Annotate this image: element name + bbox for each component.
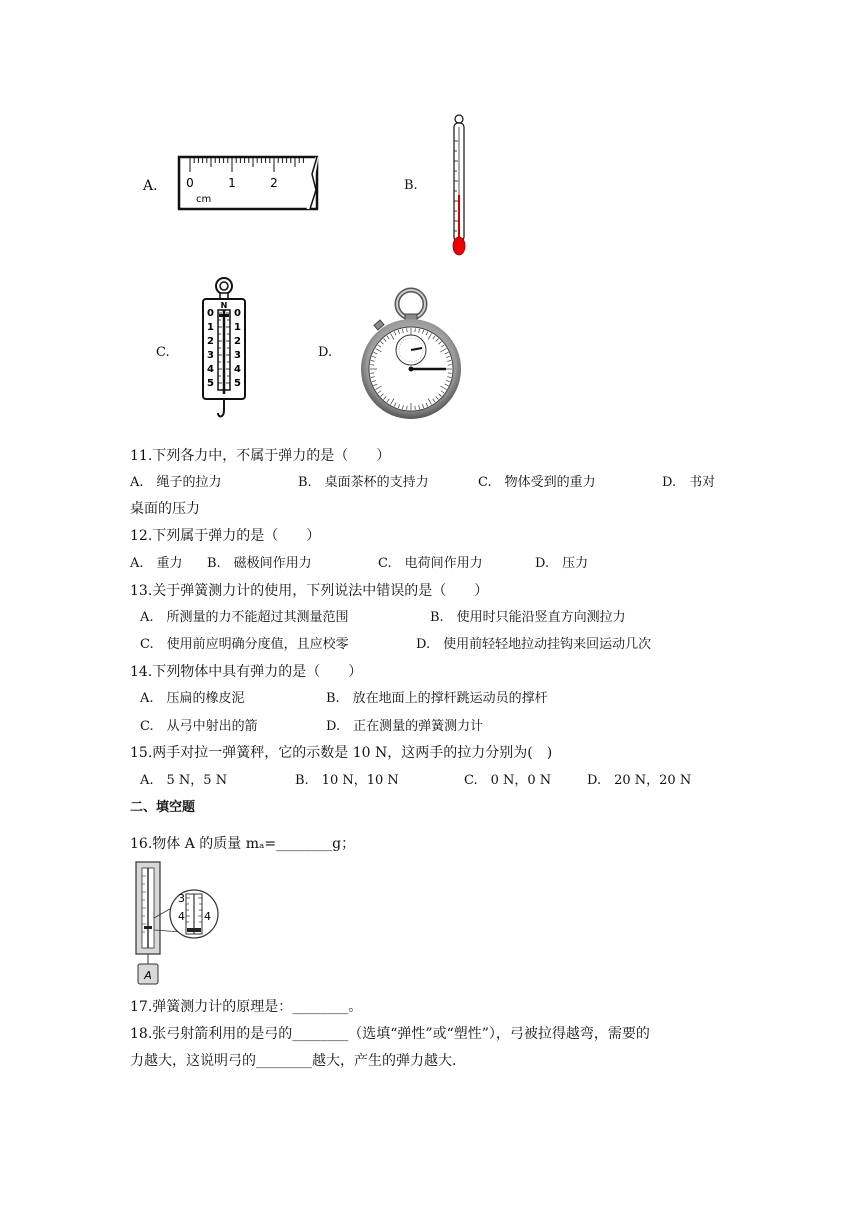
q15-option-a: A. 5 N，5 N	[140, 773, 228, 788]
q12-option-b: B. 磁极间作用力	[207, 556, 312, 571]
q13-option-a: A. 所测量的力不能超过其测量范围	[140, 610, 349, 625]
scale-left-tick-1: 1	[207, 322, 214, 333]
q11-option-b: B. 桌面茶杯的支持力	[298, 475, 429, 490]
option-c-label: C.	[156, 345, 170, 360]
q14-option-a: A. 压扁的橡皮泥	[140, 691, 245, 706]
q11-option-a: A. 绳子的拉力	[130, 475, 222, 490]
q14-option-b: B. 放在地面上的撑杆跳运动员的撑杆	[326, 691, 548, 706]
scale-right-tick-2: 2	[234, 336, 241, 347]
scale-left-tick-4: 4	[207, 364, 214, 375]
q16-block-label: A	[144, 969, 152, 982]
q13-option-b: B. 使用时只能沿竖直方向测拉力	[430, 610, 626, 625]
q14-stem: 14.下列物体中具有弹力的是（ ）	[130, 664, 363, 680]
q18-line-1: 18.张弓射箭利用的是弓的________（选填“弹性”或“塑性”），弓被拉得越弯，需要的	[130, 1026, 650, 1042]
q18-line-2: 力越大，这说明弓的________越大，产生的弹力越大.	[130, 1053, 457, 1069]
q13-stem: 13.关于弹簧测力计的使用，下列说法中错误的是（ ）	[130, 583, 489, 599]
q12-stem: 12.下列属于弹力的是（ ）	[130, 528, 321, 544]
ruler-unit: cm	[196, 194, 212, 205]
spring-scale-figure	[198, 276, 250, 422]
option-a-label: A.	[143, 178, 158, 194]
ruler-tick-1: 1	[228, 176, 236, 190]
scale-right-tick-3: 3	[234, 350, 241, 361]
q13-option-c: C. 使用前应明确分度值，且应校零	[140, 637, 349, 652]
q11-continuation: 桌面的压力	[130, 501, 200, 517]
ruler-tick-0: 0	[186, 176, 194, 190]
q12-option-a: A. 重力	[130, 556, 183, 571]
ruler-tick-2: 2	[270, 176, 278, 190]
stopwatch-figure	[358, 284, 464, 420]
q16-mark-4-right: 4	[204, 910, 211, 923]
option-b-label: B.	[404, 178, 418, 193]
q12-option-c: C. 电荷间作用力	[378, 556, 483, 571]
ruler-figure	[176, 154, 320, 212]
q16-mark-3: 3	[178, 892, 185, 905]
q11-option-d: D. 书对	[662, 475, 716, 490]
q11-option-c: C. 物体受到的重力	[478, 475, 596, 490]
option-d-label: D.	[318, 345, 333, 360]
q17-text: 17.弹簧测力计的原理是：________。	[130, 999, 363, 1015]
scale-left-tick-2: 2	[207, 336, 214, 347]
q11-stem: 11.下列各力中，不属于弹力的是（ ）	[130, 448, 391, 464]
scale-left-tick-3: 3	[207, 350, 214, 361]
thermometer-figure	[446, 111, 472, 257]
q15-stem: 15.两手对拉一弹簧秤，它的示数是 10 N，这两手的拉力分别为( )	[130, 745, 553, 761]
q16-spring-scale-figure	[134, 860, 224, 986]
scale-right-tick-5: 5	[234, 378, 241, 389]
q15-option-c: C. 0 N，0 N	[464, 773, 552, 788]
q13-option-d: D. 使用前轻轻地拉动挂钩来回运动几次	[416, 637, 652, 652]
q16-mark-4-left: 4	[178, 910, 185, 923]
spring-scale-unit: N	[220, 301, 228, 310]
q15-option-d: D. 20 N，20 N	[587, 773, 692, 788]
q14-option-d: D. 正在测量的弹簧测力计	[326, 719, 484, 734]
scale-right-tick-0: 0	[234, 308, 241, 319]
q16-text: 16.物体 A 的质量 mₐ=________g；	[130, 836, 356, 852]
scale-right-tick-1: 1	[234, 322, 241, 333]
q15-option-b: B. 10 N，10 N	[295, 773, 399, 788]
scale-right-tick-4: 4	[234, 364, 241, 375]
scale-left-tick-5: 5	[207, 378, 214, 389]
scale-left-tick-0: 0	[207, 308, 214, 319]
section-title: 二、填空题	[130, 800, 196, 815]
q14-option-c: C. 从弓中射出的箭	[140, 719, 258, 734]
q12-option-d: D. 压力	[535, 556, 589, 571]
